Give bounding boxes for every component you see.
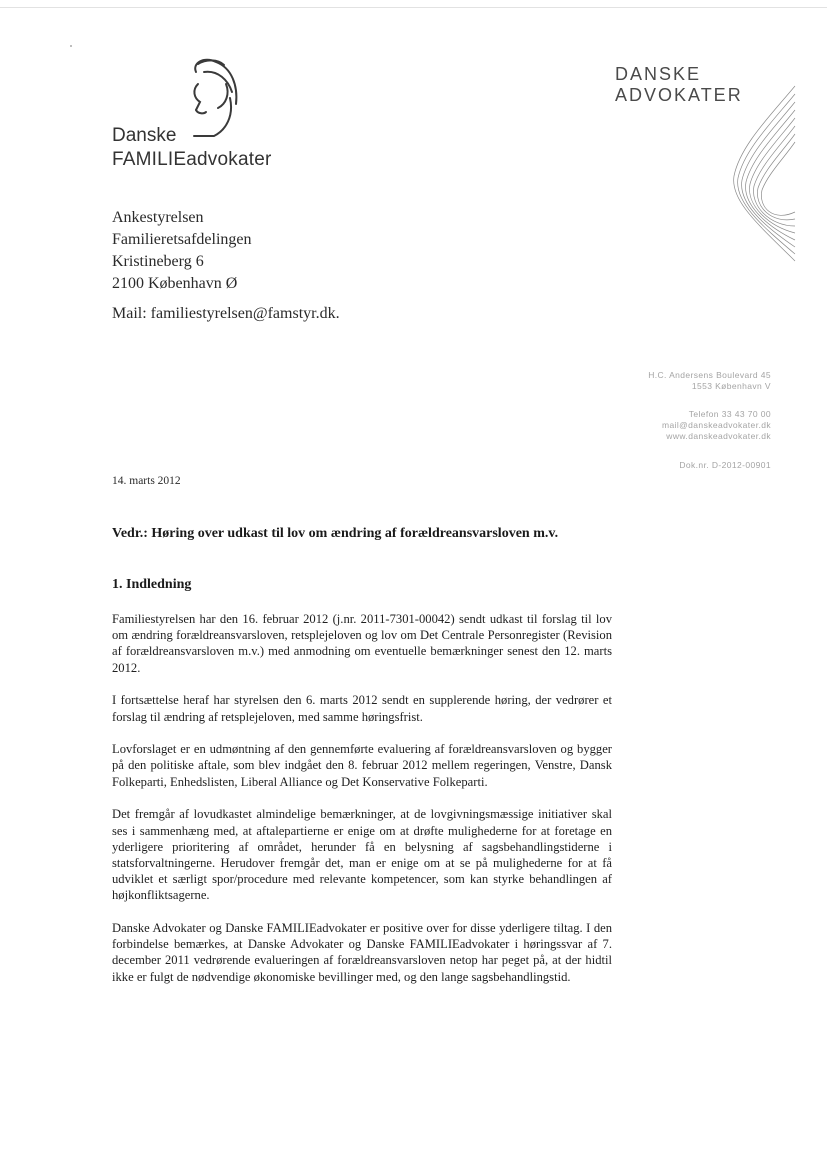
document-number: Dok.nr. D-2012-00901	[679, 460, 771, 470]
body-paragraph: Familiestyrelsen har den 16. februar 2012 (j.nr. 2011-7301-00042) sendt udkast til forslag til lov om ændring forældreansvarsloven, retsplejeloven og lov om Det Centrale Personregister (Revision af forældreansvarsloven m.v.) med anmodning om eventuelle bemærkninger senest den 12. marts 2012.	[112, 612, 612, 675]
sender-address2: 1553 København V	[691, 381, 771, 391]
familieadvokater-logo	[112, 58, 272, 178]
danske-advokater-logo	[615, 64, 805, 269]
letter-body	[112, 611, 612, 1001]
familie-logo-line1: Danske	[112, 125, 177, 146]
sender-phone: Telefon 33 43 70 00	[688, 409, 771, 419]
sender-email: mail@danskeadvokater.dk	[661, 420, 771, 430]
familie-logo-line2: FAMILIEadvokater	[112, 149, 272, 170]
recipient-mail: Mail: familiestyrelsen@famstyr.dk.	[112, 305, 340, 322]
body-paragraph: Danske Advokater og Danske FAMILIEadvokater er positive over for disse yderligere tiltag. I den forbindelse bemærkes, at Danske Advokater og Danske FAMILIEadvokater i høringssvar af 7. december 2011 vedrørende evalueringen af forældreansvarsloven netop har peget på, at der hidtil ikke er fulgt de nødvendige økonomiske bevillinger med, og den lange sagsbehandlingstid.	[112, 921, 612, 984]
body-paragraph: I fortsættelse heraf har styrelsen den 6. marts 2012 sendt en supplerende høring, der vedrører et forslag til ændring af retsplejeloven, med samme høringsfrist.	[112, 693, 612, 724]
helmet-head-icon	[174, 58, 254, 142]
body-paragraph: Lovforslaget er en udmøntning af den gennemførte evaluering af forældreansvarsloven og bygger på den politiske aftale, som blev indgået den 8. februar 2012 mellem regeringen, Venstre, Dansk Folkeparti, Enhedslisten, Liberal Alliance og Det Konservative Folkeparti.	[112, 742, 612, 789]
letter-date: 14. marts 2012	[112, 475, 181, 487]
recipient-line: Kristineberg 6	[112, 253, 204, 270]
scan-speck	[70, 45, 72, 47]
scan-edge-line	[0, 7, 827, 8]
letter-subject: Vedr.: Høring over udkast til lov om ændring af forældreansvarsloven m.v.	[112, 526, 559, 541]
recipient-line: 2100 København Ø	[112, 275, 238, 292]
recipient-line: Ankestyrelsen	[112, 209, 204, 226]
section-title: 1. Indledning	[112, 577, 192, 592]
recipient-line: Familieretsafdelingen	[112, 231, 252, 248]
swoosh-lines-icon	[720, 76, 800, 266]
advokater-logo-line2: ADVOKATER	[615, 85, 743, 105]
recipient-address	[112, 207, 252, 295]
advokater-logo-line1: DANSKE	[615, 64, 702, 84]
sender-web: www.danskeadvokater.dk	[666, 431, 771, 441]
sender-address1: H.C. Andersens Boulevard 45	[648, 370, 771, 380]
sender-contact-block	[648, 370, 771, 471]
body-paragraph: Det fremgår af lovudkastet almindelige bemærkninger, at de lovgivningsmæssige initiativer skal ses i sammenhæng med, at aftalepartierne er enige om at drøfte mulighederne for at foretage en yderligere prioritering af området, herunder få en belysning af sagsbehandlingstiderne i statsforvaltningerne. Herudover fremgår det, man er enige om at se på mulighederne for at få udviklet et særligt spor/procedure med relevante kompetencer, som kan styrke behandlingen af højkonfliktsagerne.	[112, 807, 612, 903]
